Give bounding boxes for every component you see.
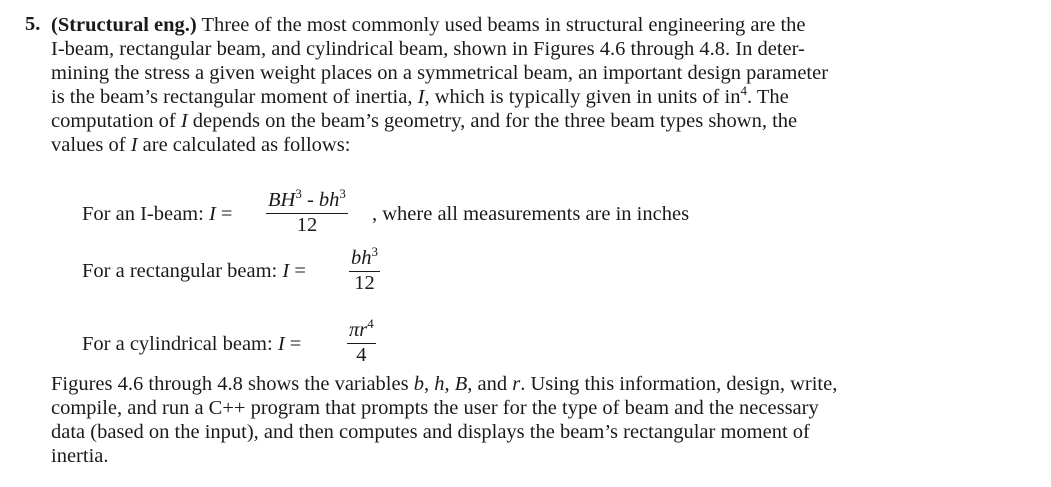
rect-equation-label: For a rectangular beam: I = xyxy=(82,260,306,282)
cyl-equation-label: For a cylindrical beam: I = xyxy=(82,333,302,355)
paragraph-line-1: (Structural eng.) Three of the most commonly used beams in structural engineering are the xyxy=(51,14,806,36)
cyl-fraction xyxy=(347,316,376,366)
cyl-numerator: $\pi r^4$ xyxy=(347,320,376,344)
ibeam-fraction xyxy=(266,186,348,236)
paragraph-line-5: computation of I depends on the beam’s geometry, and for the three beam types shown, the xyxy=(51,110,798,132)
cyl-denominator: 4 xyxy=(356,344,367,366)
paragraph2-line-2: compile, and run a C++ program that prompts the user for the type of beam and the necessary xyxy=(51,397,819,419)
paragraph-line-4: is the beam’s rectangular moment of inertia, I, which is typically given in units of $in^4$. The xyxy=(51,83,789,108)
problem-heading: (Structural eng.) xyxy=(51,14,197,36)
paragraph2-line-4: inertia. xyxy=(51,445,109,467)
ibeam-equation-label: For an I-beam: I = xyxy=(82,203,233,225)
ibeam-denominator: 12 xyxy=(296,214,318,236)
paragraph2-line-1: Figures 4.6 through 4.8 shows the variables b, h, B, and r. Using this information, design, write, xyxy=(51,373,838,395)
problem-number: 5. xyxy=(25,13,41,35)
paragraph-line-2: I-beam, rectangular beam, and cylindrical beam, shown in Figures 4.6 through 4.8. In deter- xyxy=(51,38,805,60)
rect-fraction xyxy=(349,244,380,294)
rect-numerator: $bh^3$ xyxy=(349,248,380,272)
paragraph2-line-3: data (based on the input), and then computes and displays the beam’s rectangular moment of xyxy=(51,421,810,443)
rect-denominator: 12 xyxy=(354,272,375,294)
ibeam-equation-note: , where all measurements are in inches xyxy=(372,203,690,225)
ibeam-numerator: $BH^3 - bh^3$ xyxy=(266,190,348,214)
paragraph-line-3: mining the stress a given weight places on a symmetrical beam, an important design parameter xyxy=(51,62,829,84)
paragraph-line-6: values of I are calculated as follows: xyxy=(51,134,351,156)
